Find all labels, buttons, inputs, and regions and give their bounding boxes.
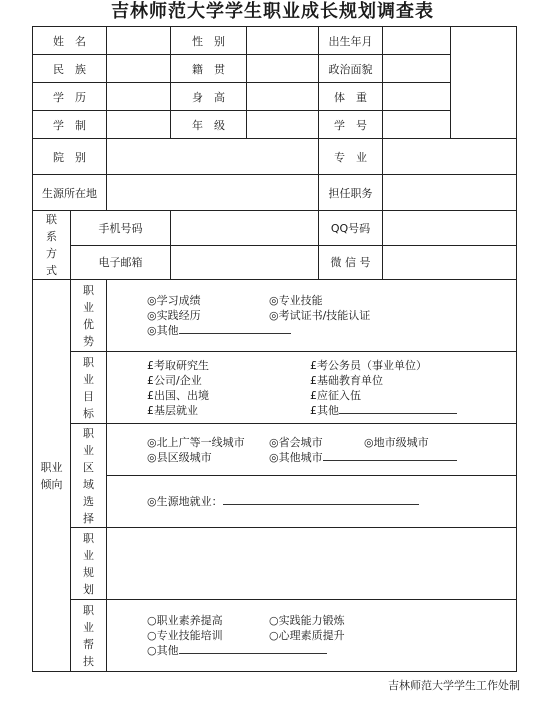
- label-region: [71, 424, 107, 528]
- field-ethnicity[interactable]: [107, 55, 171, 83]
- option-other-advantage[interactable]: ◎其他: [147, 324, 179, 337]
- field-position[interactable]: [383, 175, 517, 211]
- label-contact: [33, 211, 71, 280]
- option-skill[interactable]: ◎专业技能: [269, 294, 323, 307]
- option-local-employment[interactable]: ◎生源地就业：: [147, 495, 223, 508]
- field-height[interactable]: [247, 83, 319, 111]
- field-wechat[interactable]: [383, 245, 517, 280]
- label-wechat: 微 信 号: [319, 245, 383, 280]
- field-grade[interactable]: [247, 111, 319, 139]
- region-local: [107, 476, 517, 528]
- option-prefecture-city[interactable]: ◎地市级城市: [364, 435, 429, 449]
- option-other-goal[interactable]: £其他: [310, 403, 339, 417]
- field-native[interactable]: [247, 55, 319, 83]
- support-options: [107, 600, 517, 672]
- label-student-id: 学 号: [319, 111, 383, 139]
- blank-other-advantage[interactable]: [179, 323, 291, 334]
- goal-options: [107, 352, 517, 424]
- label-email: 电子邮箱: [71, 245, 171, 280]
- option-basic-education[interactable]: £基础教育单位: [310, 373, 383, 387]
- field-plan[interactable]: [107, 528, 517, 600]
- footer-issuer: 吉林师范大学学生工作处制: [388, 679, 520, 692]
- label-birth: 出生年月: [319, 27, 383, 55]
- option-abroad[interactable]: £出国、出境: [147, 388, 209, 402]
- option-other-city[interactable]: ◎其他城市: [269, 450, 323, 464]
- option-certificate[interactable]: ◎考试证书/技能认证: [269, 309, 371, 322]
- field-email[interactable]: [171, 245, 319, 280]
- label-career-text: 职业倾向: [40, 460, 63, 491]
- label-support: [71, 600, 107, 672]
- label-career: [33, 280, 71, 672]
- label-plan-text: 职业规划: [83, 531, 94, 596]
- option-practical-ability[interactable]: ○实践能力锻炼: [269, 614, 345, 627]
- field-weight[interactable]: [383, 83, 451, 111]
- option-enlist[interactable]: £应征入伍: [310, 388, 361, 402]
- field-birth[interactable]: [383, 27, 451, 55]
- field-education[interactable]: [107, 83, 171, 111]
- label-plan: [71, 528, 107, 600]
- label-education: 学 历: [33, 83, 107, 111]
- label-major: 专 业: [319, 139, 383, 175]
- option-other-support[interactable]: ○其他: [147, 644, 179, 657]
- label-grade: 年 级: [171, 111, 247, 139]
- label-political: 政治面貌: [319, 55, 383, 83]
- option-skill-training[interactable]: ○专业技能培训: [147, 629, 223, 642]
- label-region-text: 职业区域选择: [83, 426, 94, 525]
- label-weight: 体 重: [319, 83, 383, 111]
- label-department: 院 别: [33, 139, 107, 175]
- field-gender[interactable]: [247, 27, 319, 55]
- label-ethnicity: 民 族: [33, 55, 107, 83]
- field-student-id[interactable]: [383, 111, 451, 139]
- option-civil-service[interactable]: £考公务员（事业单位）: [310, 358, 427, 372]
- option-graduate[interactable]: £考取研究生: [147, 358, 209, 372]
- label-phone: 手机号码: [71, 211, 171, 246]
- option-company[interactable]: £公司/企业: [147, 373, 202, 387]
- field-name[interactable]: [107, 27, 171, 55]
- field-phone[interactable]: [171, 211, 319, 246]
- label-qq: QQ号码: [319, 211, 383, 246]
- label-advantage-text: 职业优势: [83, 283, 94, 348]
- blank-other-support[interactable]: [179, 643, 327, 654]
- blank-local-employment[interactable]: [223, 494, 419, 505]
- field-political[interactable]: [383, 55, 451, 83]
- option-psychological[interactable]: ○心理素质提升: [269, 629, 345, 642]
- option-provincial-city[interactable]: ◎省会城市: [269, 435, 323, 449]
- page-title: 吉林师范大学学生职业成长规划调查表: [111, 1, 434, 22]
- label-native: 籍 贯: [171, 55, 247, 83]
- option-county-city[interactable]: ◎县区级城市: [147, 450, 212, 464]
- label-contact-text: 联系方式: [46, 213, 57, 277]
- label-goal-text: 职业目标: [83, 355, 94, 420]
- option-practice[interactable]: ◎实践经历: [147, 309, 201, 322]
- label-gender: 性 别: [171, 27, 247, 55]
- label-origin: 生源所在地: [33, 175, 107, 211]
- survey-form: [32, 26, 517, 672]
- blank-other-goal[interactable]: [339, 403, 457, 414]
- blank-other-city[interactable]: [323, 450, 457, 461]
- label-schooling: 学 制: [33, 111, 107, 139]
- option-tier1-city[interactable]: ◎北上广等一线城市: [147, 435, 245, 449]
- field-schooling[interactable]: [107, 111, 171, 139]
- label-position: 担任职务: [319, 175, 383, 211]
- label-name: 姓 名: [33, 27, 107, 55]
- region-options: [107, 424, 517, 476]
- label-goal: [71, 352, 107, 424]
- field-department[interactable]: [107, 139, 319, 175]
- label-support-text: 职业帮扶: [83, 603, 94, 668]
- label-height: 身 高: [171, 83, 247, 111]
- photo-area[interactable]: [451, 27, 517, 139]
- label-advantage: [71, 280, 107, 352]
- field-qq[interactable]: [383, 211, 517, 246]
- option-grassroots[interactable]: £基层就业: [147, 403, 198, 417]
- field-major[interactable]: [383, 139, 517, 175]
- advantage-options: [107, 280, 517, 352]
- option-professional-quality[interactable]: ○职业素养提高: [147, 614, 223, 627]
- option-study[interactable]: ◎学习成绩: [147, 294, 201, 307]
- field-origin[interactable]: [107, 175, 319, 211]
